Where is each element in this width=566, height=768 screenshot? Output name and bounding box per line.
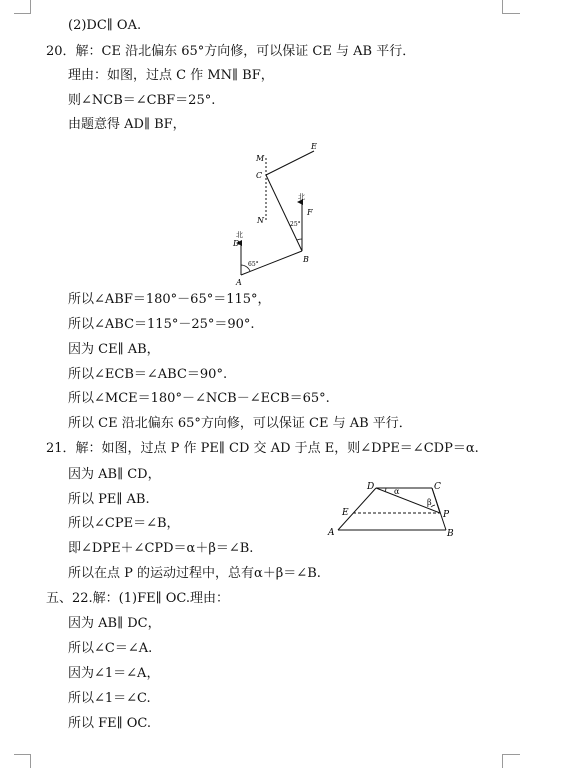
label-b: B: [447, 529, 454, 539]
text-line: 所以 CE 沿北偏东 65°方向修，可以保证 CE 与 AB 平行．: [68, 416, 412, 431]
crop-mark: [502, 13, 520, 14]
segment-cb: [266, 175, 302, 251]
crop-mark: [14, 13, 31, 14]
label-c: C: [256, 171, 263, 180]
text-line: 所以∠ABC＝115°－25°＝90°.: [68, 317, 255, 332]
text-line: 所以 PE∥ AB.: [68, 492, 150, 507]
label-a: A: [328, 528, 335, 538]
label-alpha: α: [394, 487, 400, 496]
text-line: 所以∠CPE＝∠B，: [68, 516, 180, 531]
label-n: N: [257, 216, 264, 225]
text-line: 因为 AB∥ CD，: [68, 467, 161, 482]
crop-mark: [30, 754, 31, 768]
text-line: 所以 FE∥ OC.: [68, 716, 152, 731]
label-angle-65: 65°: [248, 261, 259, 268]
label-p: P: [443, 510, 450, 520]
crop-mark: [30, 0, 31, 14]
text-line: 因为 CE∥ AB，: [68, 342, 160, 357]
text-line: 则∠NCB＝∠CBF＝25°.: [68, 93, 216, 108]
problem-22-heading: 五、22.解：(1)FE∥ OC.理由：: [46, 591, 230, 606]
label-e: E: [311, 142, 317, 151]
figure-road-directions: [220, 140, 330, 288]
text-line: 即∠DPE＋∠CPD＝α＋β＝∠B.: [68, 541, 254, 556]
label-angle-25: 25°: [290, 221, 301, 228]
label-c: C: [434, 482, 441, 492]
text-line: 由题意得 AD∥ BF，: [68, 117, 186, 132]
label-d: D: [233, 239, 240, 248]
crop-mark: [502, 0, 503, 14]
figure-trapezoid: [324, 478, 464, 540]
text-line: 所以∠1＝∠C.: [68, 691, 151, 706]
text-line: 所以∠C＝∠A.: [68, 641, 153, 656]
text-line: 因为 AB∥ DC，: [68, 616, 161, 631]
label-beta: β: [427, 498, 432, 507]
text-line: 所以∠ABF＝180°－65°＝115°，: [68, 292, 271, 307]
text-line: 所以在点 P 的运动过程中，总有α＋β＝∠B.: [68, 566, 321, 581]
text-line: 理由：如图，过点 C 作 MN∥ BF，: [68, 68, 274, 83]
label-north-left: 北: [236, 231, 243, 239]
label-e: E: [342, 508, 349, 518]
angle-arc-25: [297, 239, 302, 240]
label-d: D: [367, 482, 375, 492]
label-a: A: [236, 278, 242, 287]
segment-ce: [266, 151, 314, 175]
crop-mark: [502, 754, 520, 755]
label-north-right: 北: [298, 193, 305, 201]
crop-mark: [502, 754, 503, 768]
label-f: F: [307, 208, 313, 217]
text-line: 因为∠1＝∠A，: [68, 666, 160, 681]
label-m: M: [256, 154, 265, 163]
text-line: (2)DC∥ OA.: [68, 18, 142, 33]
text-line: 所以∠MCE＝180°－∠NCB－∠ECB＝65°.: [68, 391, 330, 406]
text-line: 所以∠ECB＝∠ABC＝90°.: [68, 367, 228, 382]
crop-mark: [14, 754, 31, 755]
label-b: B: [303, 255, 309, 264]
problem-20-heading: 20．解：CE 沿北偏东 65°方向修，可以保证 CE 与 AB 平行．: [46, 44, 416, 59]
problem-21-heading: 21．解：如图，过点 P 作 PE∥ CD 交 AD 于点 E，则∠DPE＝∠CDP＝α.: [46, 441, 479, 456]
